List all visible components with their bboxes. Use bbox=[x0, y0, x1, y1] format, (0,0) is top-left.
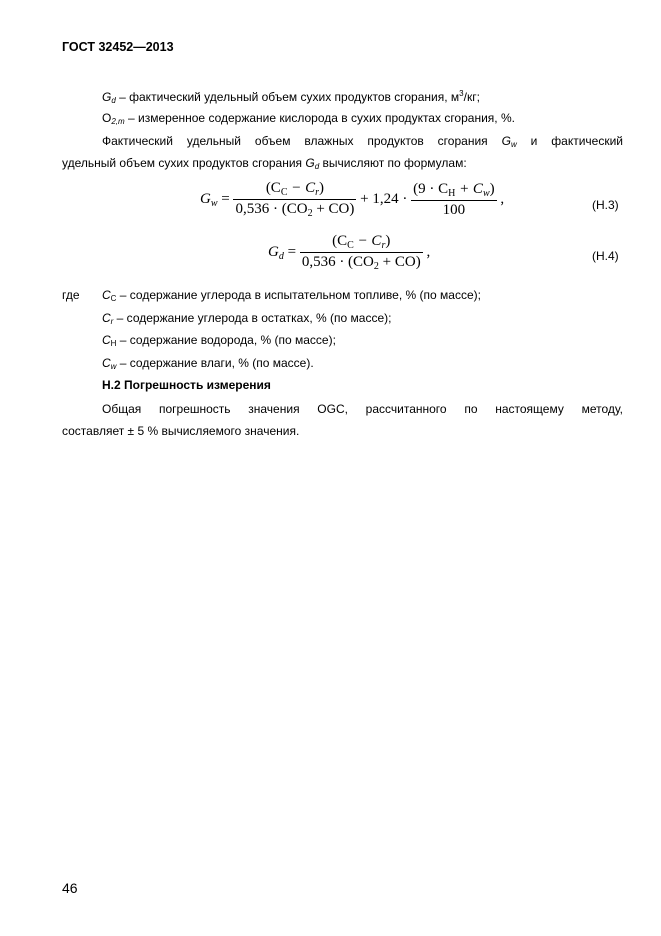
formula-h4-lhs-sub: d bbox=[278, 250, 284, 262]
symbol-g-d: G bbox=[305, 156, 315, 170]
subscript-d2: d bbox=[314, 162, 320, 171]
def-gd-text2: /кг; bbox=[463, 90, 480, 104]
formula-h4-numerator: $(C_C - C_r)$ bbox=[300, 233, 423, 253]
formula-h4-equals: = bbox=[287, 243, 297, 260]
formula-h4-comma: , bbox=[426, 243, 431, 260]
formula-h4-fraction bbox=[300, 233, 423, 272]
subscript-2m: 2,m bbox=[111, 117, 125, 126]
formula-h3-fraction-2 bbox=[411, 181, 497, 219]
symbol-g-w: G bbox=[501, 134, 511, 148]
formula-h4-lhs: G bbox=[268, 243, 279, 260]
document-header: ГОСТ 32452—2013 bbox=[62, 40, 174, 54]
def-o2m bbox=[102, 111, 515, 126]
formula-h4-denominator: $0,536 \cdot (CO_2 + CO)$ bbox=[301, 254, 421, 272]
formula-h3-frac1-numerator: $(C_C - C_r)$ bbox=[233, 180, 356, 200]
def-gd bbox=[102, 89, 480, 105]
formula-h3-lhs-sub: w bbox=[210, 197, 218, 209]
section-line1: Общая погрешность значения OGC, рассчитанного по настоящему методу, bbox=[102, 402, 623, 416]
where-item-ch: $C_H$ – содержание водорода, % (по массе); bbox=[102, 333, 336, 348]
symbol-g: G bbox=[102, 90, 112, 104]
symbol-o: O bbox=[102, 111, 112, 125]
formula-h3-frac2-numerator: $(9 \cdot C_H + C_w)$ bbox=[413, 180, 495, 199]
formula-h3-fraction-1 bbox=[233, 180, 356, 219]
formula-h3-comma: , bbox=[500, 190, 505, 207]
equation-number-h4: (Н.4) bbox=[592, 249, 619, 263]
superscript-3: 3 bbox=[459, 89, 464, 98]
para1-line1-text-b: и фактический bbox=[530, 134, 623, 148]
formula-h3-frac2-denominator: 100 bbox=[442, 201, 466, 218]
formula-h4 bbox=[268, 233, 430, 272]
subscript-d: d bbox=[111, 96, 116, 105]
equation-number-h3: (Н.3) bbox=[592, 198, 619, 212]
para1-line2 bbox=[62, 156, 623, 174]
where-item-cw: $C_w$ – содержание влаги, % (по массе). bbox=[102, 356, 314, 371]
section-line2: составляет ± 5 % вычисляемого значения. bbox=[62, 424, 300, 438]
formula-h3-equals: = bbox=[221, 190, 230, 207]
section-heading: Н.2 Погрешность измерения bbox=[102, 378, 271, 392]
where-item-cr: $C_r$ – содержание углерода в остатках, % (по массе); bbox=[102, 311, 392, 326]
formula-h3-frac1-denominator: $0,536 \cdot (CO_2 + CO)$ bbox=[235, 201, 355, 219]
def-gd-text: – фактический удельный объем сухих продуктов сгорания, м bbox=[115, 90, 460, 104]
para1-line2-text-b: вычисляют по формулам: bbox=[322, 156, 467, 170]
page-number: 46 bbox=[62, 880, 78, 896]
where-word: где bbox=[62, 288, 80, 302]
def-o2m-text: – измеренное содержание кислорода в сухих продуктах сгорания, %. bbox=[124, 111, 515, 125]
formula-h3-plus: + 1,24 · bbox=[360, 190, 408, 207]
where-item-cc: $C_C$ – содержание углерода в испытательном топливе, % (по массе); bbox=[102, 288, 481, 303]
para1-line1 bbox=[102, 134, 623, 152]
para1-line1-text-a: Фактический удельный объем влажных продуктов сгорания bbox=[102, 134, 488, 148]
para1-line2-text-a: удельный объем сухих продуктов сгорания bbox=[62, 156, 303, 170]
formula-h3 bbox=[200, 180, 504, 219]
subscript-w: w bbox=[510, 140, 517, 149]
formula-h3-lhs: G bbox=[200, 190, 211, 207]
